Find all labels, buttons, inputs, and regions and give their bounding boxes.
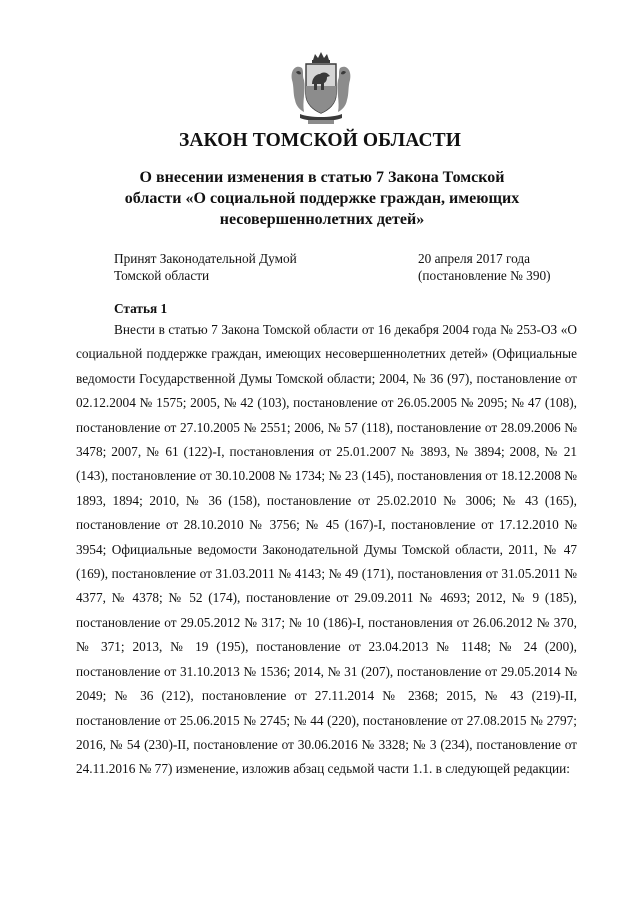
adoption-date: 20 апреля 2017 года	[418, 251, 531, 266]
coat-of-arms-icon	[284, 50, 358, 128]
law-subject-line: О внесении изменения в статью 7 Закона Томской	[139, 169, 505, 186]
article-body: Внести в статью 7 Закона Томской области от 16 декабря 2004 года № 253-ОЗ «О социальной поддержке граждан, имеющих несовершеннолетних детей» (Официальные ведомости Государственной Думы Томской области; 2004, № 36 (97), постановление от 02.12.2004 № 1575; 2005, № 42 (103), постановление от 26.05.2005 № 2095; № 47 (108), постановление от 27.10.2005 № 2551; 2006, № 57 (118), постановление от 28.09.2006 № 3478; 2007, № 61 (122)-I, постановления от 25.01.2007 № 3893, № 3894; 2008, № 21 (143), постановление от 30.10.2008 № 1734; № 23 (145), постановления от 18.12.2008 № 1893, 1894; 2010, № 36 (158), постановление от 25.02.2010 № 3006; № 43 (165), постановление от 28.10.2010 № 3756; № 45 (167)-I, постановление от 17.12.2010 № 3954; Официальные ведомости Законодательной Думы Томской области, 2011, № 47 (169), постановление от 31.03.2011 № 4143; № 49 (171), постановления от 31.05.2011 № 4377, № 4378; № 52 (174), постановление от 29.09.2011 № 4693; 2012, № 9 (185), постановление от 29.05.2012 № 317; № 10 (186)-I, постановления от 26.06.2012 № 370, № 371; 2013, № 19 (195), постановление от 23.04.2013 № 1148; № 24 (200), постановление от 31.10.2013 № 1536; 2014, № 31 (207), постановление от 29.05.2014 № 2049; № 36 (212), постановление от 27.11.2014 № 2368; 2015, № 43 (219)-II, постановление от 25.06.2015 № 2745; № 44 (220), постановление от 27.08.2015 № 2797; 2016, № 54 (230)-II, постановление от 30.06.2016 № 3328; № 3 (234), постановление от 24.11.2016 № 77) изменение, изложив абзац седьмой части 1.1. в следующей редакции:	[76, 322, 577, 777]
law-subject	[90, 167, 554, 230]
law-title: ЗАКОН ТОМСКОЙ ОБЛАСТИ	[178, 130, 462, 151]
article-heading: Статья 1	[114, 301, 168, 316]
law-subject-line: несовершеннолетних детей»	[219, 211, 425, 228]
adoption-resolution: (постановление № 390)	[418, 268, 551, 283]
adoption-body	[114, 250, 297, 284]
adoption-body-line: Принят Законодательной Думой	[114, 251, 297, 266]
adoption-date-block	[418, 250, 551, 284]
adoption-body-line: Томской области	[114, 268, 210, 283]
law-subject-line: области «О социальной поддержке граждан, имеющих	[124, 190, 520, 207]
